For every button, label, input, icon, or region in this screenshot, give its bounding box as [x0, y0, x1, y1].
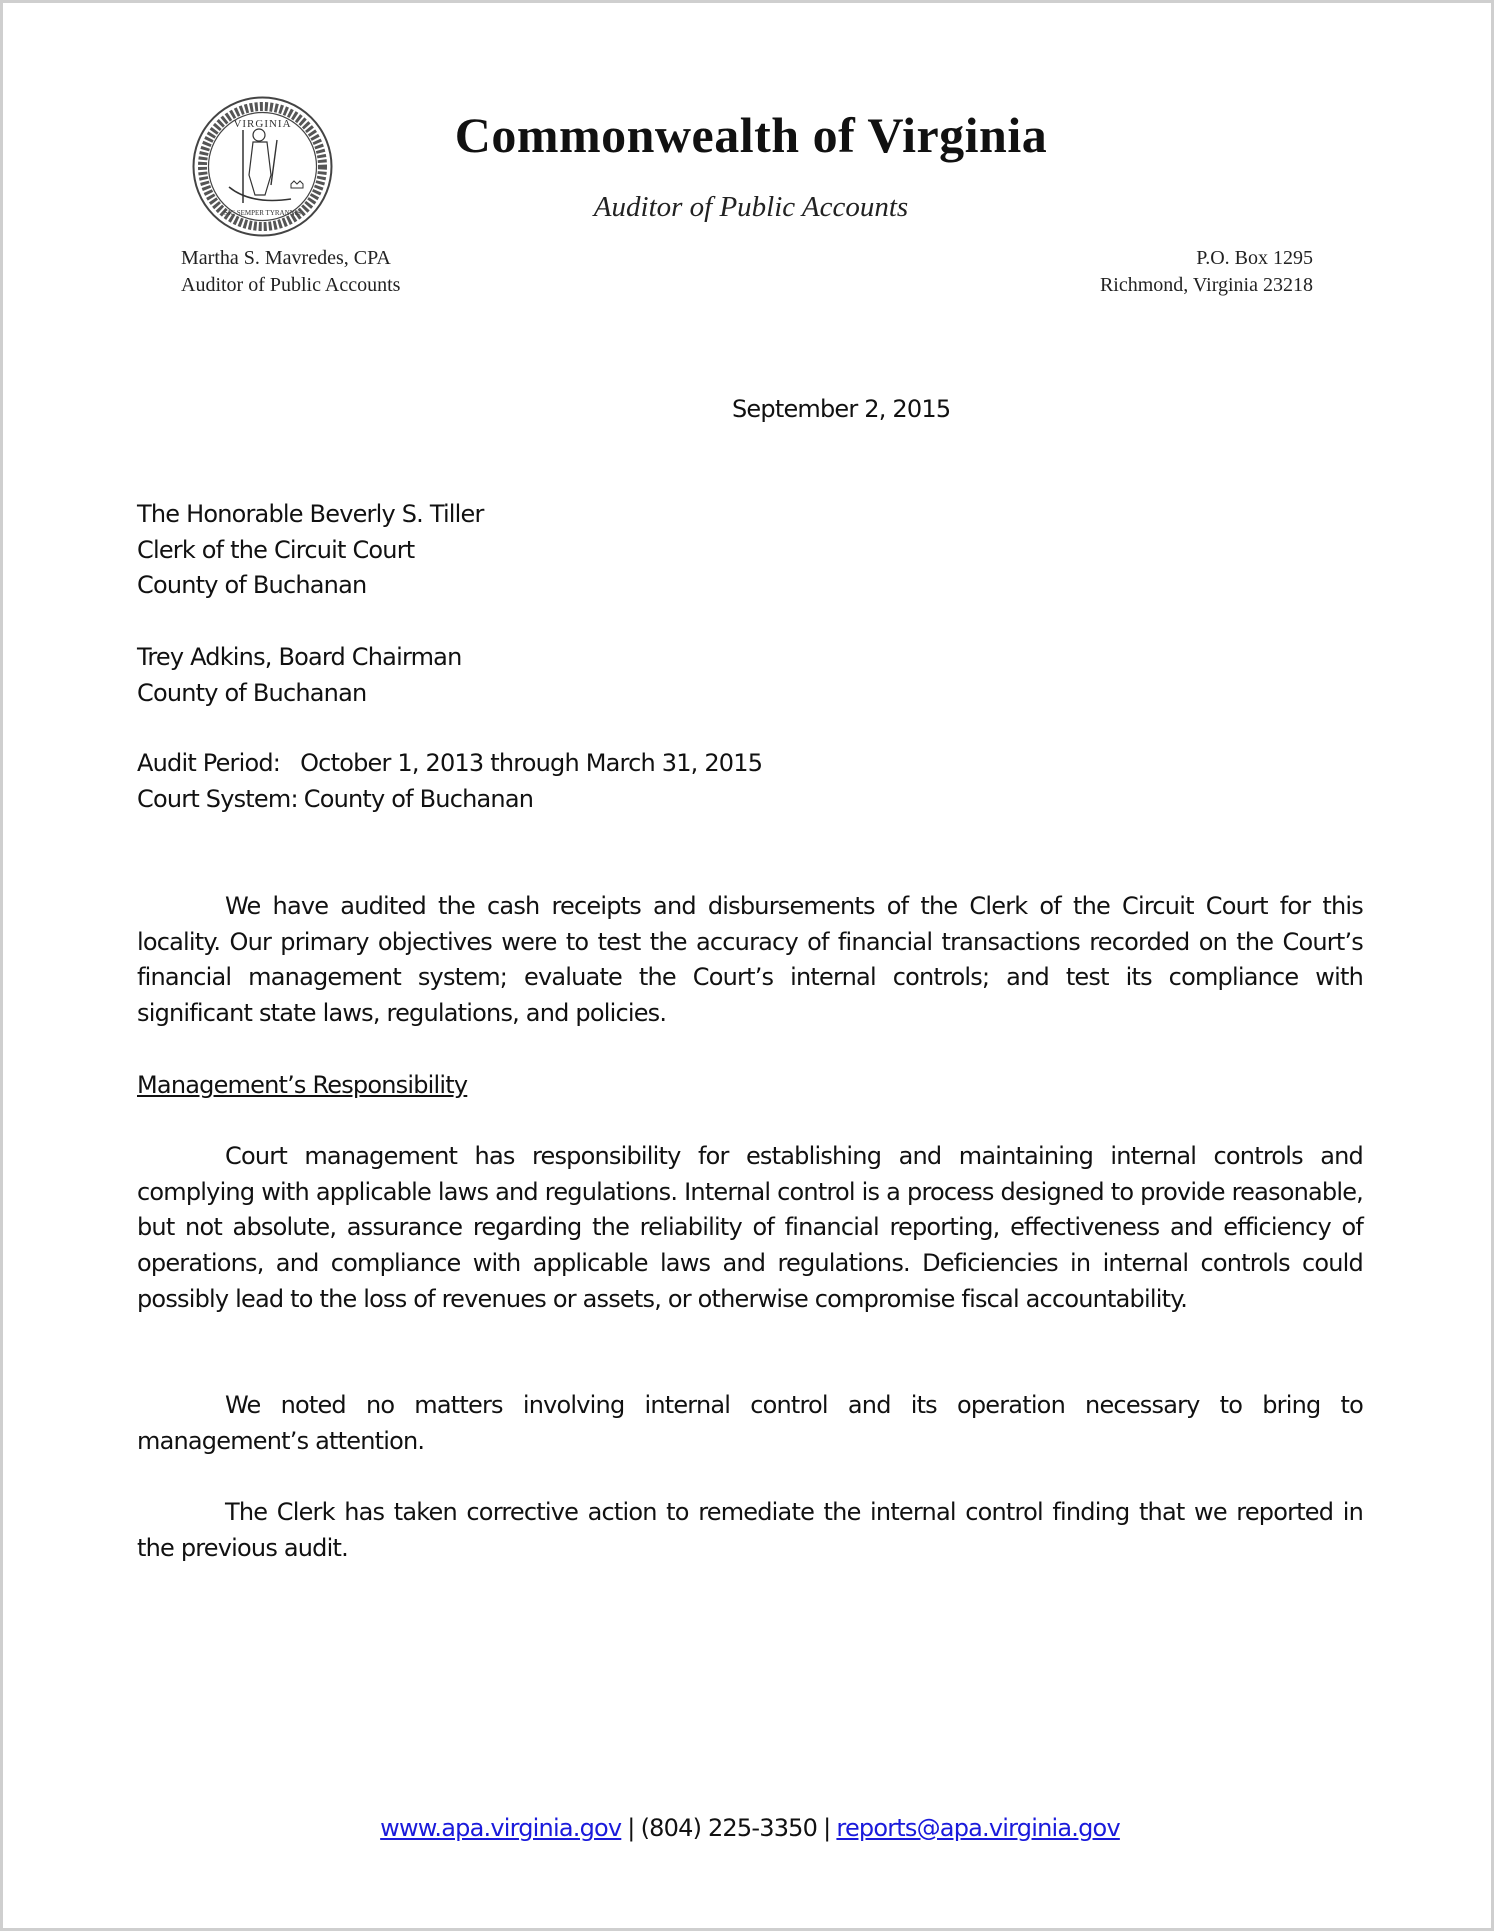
recipient-block-2 — [137, 640, 1363, 711]
svg-text:VIRGINIA: VIRGINIA — [233, 118, 292, 130]
body-paragraph-4-wrap — [137, 1495, 1363, 1566]
footer-contact — [3, 1811, 1494, 1845]
body-paragraph-2-wrap — [137, 1139, 1363, 1318]
footer-separator: | — [627, 1814, 635, 1842]
recipient-line: County of Buchanan — [137, 571, 367, 600]
address-line-2: Richmond, Virginia 23218 — [1099, 274, 1313, 296]
footer-separator: | — [823, 1814, 831, 1842]
body-paragraph-2: Court management has responsibility for establishing and maintaining internal controls and complying with applicable laws and regulations. Internal control is a process designed to provide reasonable, but not absolute, assurance regarding the reliability of financial reporting, effectiveness and efficiency of operations, and compliance with applicable laws and regulations. Deficiencies in internal controls could possibly lead to the loss of revenues or assets, or otherwise compromise fiscal accountability. — [137, 1142, 1363, 1313]
recipient-block-1 — [137, 497, 1363, 604]
court-system-row — [137, 782, 1363, 818]
website-link[interactable]: www.apa.virginia.gov — [380, 1814, 622, 1842]
recipient-line: County of Buchanan — [137, 678, 367, 707]
court-system-label: Court System: — [137, 784, 298, 813]
body-paragraph-1: We have audited the cash receipts and disbursements of the Clerk of the Circuit Court for this locality. Our primary objectives were to test the accuracy of financial transactions recorded on the Court’s financial management system; evaluate the Court’s internal controls; and test its compliance with significant state laws, regulations, and policies. — [137, 892, 1363, 1028]
virginia-state-seal-icon — [191, 95, 334, 238]
phone-number: (804) 225-3350 — [640, 1814, 818, 1842]
auditor-info — [181, 245, 400, 299]
auditor-name: Martha S. Mavredes, CPA — [181, 247, 391, 269]
recipient-line: Clerk of the Circuit Court — [137, 535, 415, 564]
body-paragraph-3: We noted no matters involving internal control and its operation necessary to bring to management’s attention. — [137, 1391, 1363, 1455]
letterhead-subtitle: Auditor of Public Accounts — [593, 191, 909, 223]
mailing-address — [1100, 245, 1313, 299]
audit-period-value: October 1, 2013 through March 31, 2015 — [300, 749, 763, 777]
audit-details — [137, 746, 1363, 817]
address-line-1: P.O. Box 1295 — [1196, 247, 1313, 269]
letter-date: September 2, 2015 — [732, 395, 951, 423]
audit-period-label: Audit Period: — [137, 749, 281, 777]
letterhead-title: Commonwealth of Virginia — [454, 107, 1048, 163]
section-heading-management-responsibility: Management’s Responsibility — [137, 1071, 468, 1099]
recipient-line: Trey Adkins, Board Chairman — [137, 643, 462, 671]
section-heading-wrap — [137, 1068, 1363, 1104]
svg-text:SIC SEMPER TYRANNIS: SIC SEMPER TYRANNIS — [224, 209, 301, 217]
auditor-role: Auditor of Public Accounts — [181, 274, 401, 296]
email-link[interactable]: reports@apa.virginia.gov — [836, 1814, 1120, 1842]
court-system-value: County of Buchanan — [303, 784, 534, 813]
body-paragraph-4: The Clerk has taken corrective action to remediate the internal control finding that we reported in the previous audit. — [137, 1498, 1363, 1562]
recipient-line: The Honorable Beverly S. Tiller — [137, 500, 484, 528]
body-paragraph-3-wrap — [137, 1388, 1363, 1459]
body-paragraph-1-wrap — [137, 889, 1363, 1032]
audit-period-row — [137, 746, 1363, 782]
